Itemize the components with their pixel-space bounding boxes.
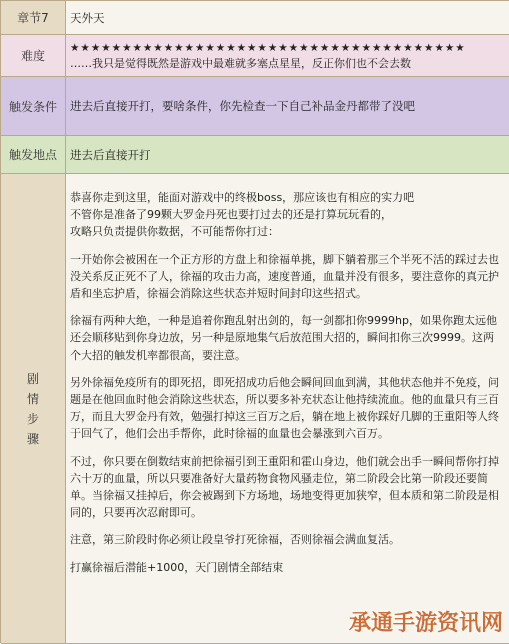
trigger-condition-value: 进去后直接开打，要啥条件，你先检查一下自己补品金丹都带了没吧 bbox=[66, 77, 509, 136]
trigger-condition-label: 触发条件 bbox=[1, 77, 66, 136]
chapter-value: 天外天 bbox=[66, 1, 509, 35]
steps-label-char: 骤 bbox=[26, 431, 39, 446]
steps-label-char: 情 bbox=[26, 391, 39, 406]
difficulty-row bbox=[1, 35, 509, 77]
steps-paragraph: 不过，你只要在倒数结束前把徐福引到王重阳和霍山身边，他们就会出手一瞬间帮你打掉六十万的血量，所以只要准备好大量药物食物风骚走位，第二阶段会比第一阶段还要简单。当徐福又挂掉后，你会被踢到下方场地，场地变得更加狭窄，但本质和第二阶段是相同的，只要再次忍耐即可。 bbox=[70, 454, 499, 520]
steps-paragraph: 打赢徐福后潜能+1000，天门剧情全部结束 bbox=[70, 560, 284, 574]
steps-paragraph: 另外徐福免疫所有的即死招，即死招成功后他会瞬间回血到满，其他状态他并不免疫，问题是在他回血时他会消除这些状态，所以要多补充状态让他持续流血。他的血量只有三百万，而且大罗金丹有效，勉强打掉这三百万之后，躺在地上被你踩好几脚的王重阳等人终于回气了，他们会出手帮你，此时徐福的血量也会暴涨到六百万。 bbox=[70, 375, 499, 441]
steps-paragraph: 恭喜你走到这里，能面对游戏中的终极boss，那应该也有相应的实力吧 不管你是准备了99颗大罗金丹死也要打过去的还是打算玩玩看的， 攻略只负责提供你数据，不可能帮你打过： bbox=[70, 191, 415, 239]
trigger-condition-row bbox=[1, 77, 509, 136]
steps-paragraph: 徐福有两种大绝，一种是追着你跑乱射出剑的，每一剑都扣你9999hp，如果你跑太远他还会顺移贴到你身边放，另一种是原地集气后放范围大招的，瞬间扣你三次9999。这两个大招的触发机率都很高，要注意。 bbox=[70, 314, 497, 362]
steps-paragraph: 注意，第三阶段时你必须让段皇爷打死徐福，否则徐福会满血复活。 bbox=[70, 533, 400, 547]
difficulty-label: 难度 bbox=[1, 35, 66, 77]
chapter-row bbox=[1, 1, 509, 35]
steps-label bbox=[1, 174, 66, 644]
difficulty-value bbox=[66, 35, 509, 77]
trigger-location-label: 触发地点 bbox=[1, 136, 66, 174]
steps-label-char: 步 bbox=[26, 411, 39, 426]
watermark-logo: 承通手游资讯网 bbox=[348, 611, 503, 636]
difficulty-stars: ★★★★★★★★★★★★★★★★★★★★★★★★★★★★★★★★★★★★★★ bbox=[70, 42, 466, 54]
steps-content bbox=[66, 174, 509, 644]
trigger-location-row bbox=[1, 136, 509, 174]
steps-paragraph: 一开始你会被困在一个正方形的方盘上和徐福单挑，脚下躺着那三个半死不活的踩过去也没关系反正死不了人，徐福的攻击力高，速度普通，血量并没有很多，要注意你的真元护盾和坐忘护盾，徐福会消除这些状态并短时间封印这些招式。 bbox=[70, 252, 499, 301]
chapter-label: 章节7 bbox=[1, 1, 66, 35]
trigger-location-value: 进去后直接开打 bbox=[66, 136, 509, 174]
difficulty-note: ……我只是觉得既然是游戏中最难就多塞点星星，反正你们也不会去数 bbox=[70, 57, 411, 70]
steps-label-char: 剧 bbox=[26, 371, 39, 386]
steps-row bbox=[1, 174, 509, 644]
